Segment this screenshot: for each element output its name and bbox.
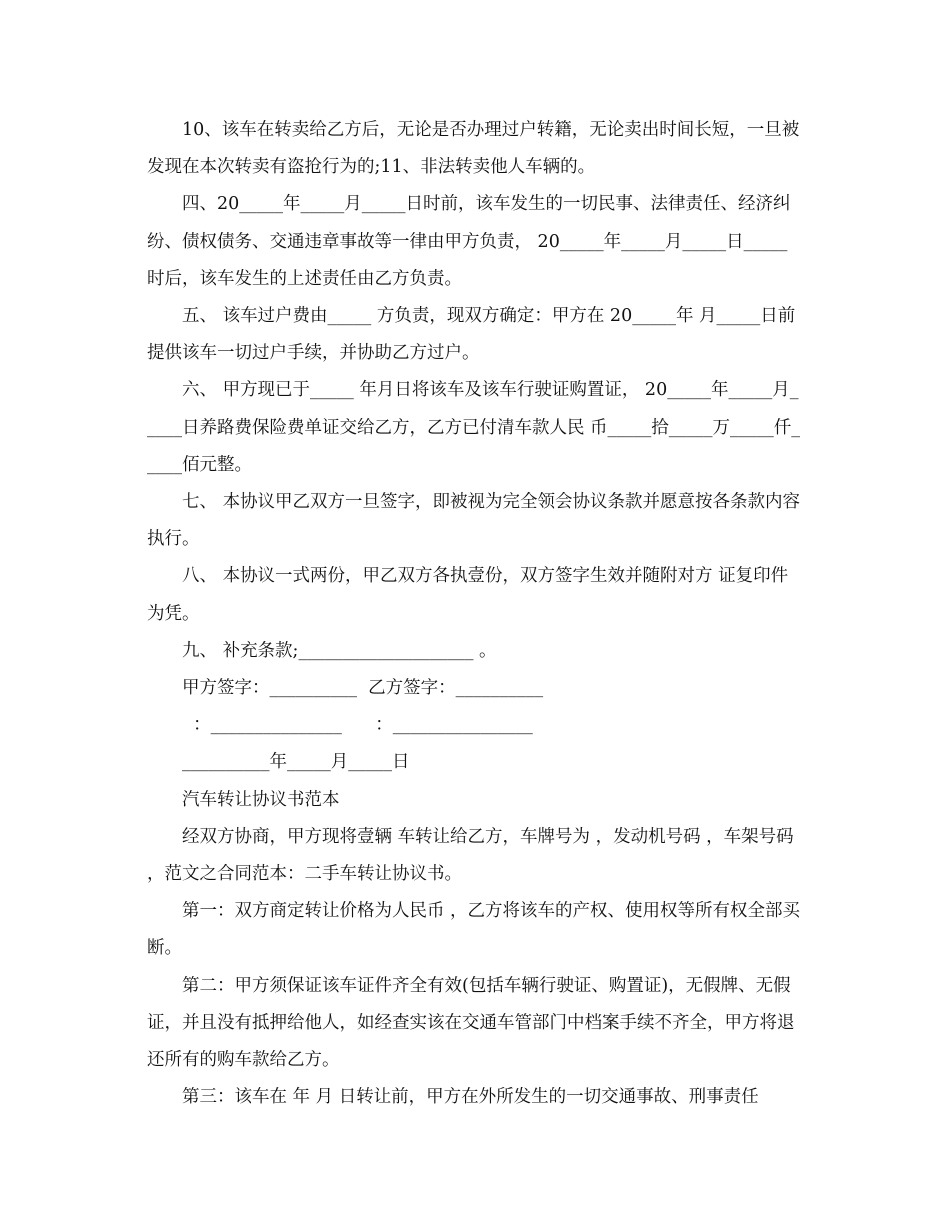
clause-9-supplementary: 九、 补充条款;____________________ 。 [182,640,497,661]
clause-5: 五、 该车过户费由_____ 方负责，现双方确定：甲方在 20_____年 月_____日前提供该车一切过户手续，并协助乙方过户。 [147,306,796,364]
document-body [147,112,802,1116]
clause-8: 八、 本协议一式两份，甲乙双方各执壹份，双方签字生效并随附对方 证复印件为凭。 [147,566,789,624]
article-2: 第二：甲方须保证该车证件齐全有效(包括车辆行驶证、购置证)，无假牌、无假证，并且没有抵押给他人，如经查实该在交通车管部门中档案手续不齐全，甲方将退还所有的购车款给乙方。 [147,975,795,1071]
article-1: 第一：双方商定转让价格为人民币 ，乙方将该车的产权、使用权等所有权全部买断。 [147,901,801,959]
clause-6: 六、 甲方现已于_____ 年月日将该车及该车行驶证购置证， 20_____年_____月_____日养路费保险费单证交给乙方，乙方已付清车款人民 币_____拾_____万_____仟_____佰元整。 [147,380,801,475]
signature-line: 甲方签字：__________ 乙方签字：__________ [182,678,544,699]
agreement-intro: 经双方协商，甲方现将壹辆 车转让给乙方，车牌号为 ，发动机号码 ，车架号码 ，范文之合同范本：二手车转让协议书。 [147,826,794,885]
template-title: 汽车转让协议书范本 [182,789,340,810]
clause-10: 10、该车在转卖给乙方后，无论是否办理过户转籍，无论卖出时间长短，一旦被发现在本次转卖有盗抢行为的;11、非法转卖他人车辆的。 [147,120,800,178]
date-line: __________年_____月_____日 [182,752,410,773]
clause-4: 四、20_____年_____月_____日时前，该车发生的一切民事、法律责任、经济纠纷、债权债务、交通违章事故等一律由甲方负责， 20_____年_____月_____日_____时后，该车发生的上述责任由乙方负责。 [147,194,791,289]
id-line: ：_______________ ：________________ [182,715,533,736]
clause-7: 七、 本协议甲乙双方一旦签字，即被视为完全领会协议条款并愿意按各条款内容执行。 [147,492,801,550]
article-3: 第三：该车在 年 月 日转让前，甲方在外所发生的一切交通事故、刑事责任 [182,1087,759,1108]
